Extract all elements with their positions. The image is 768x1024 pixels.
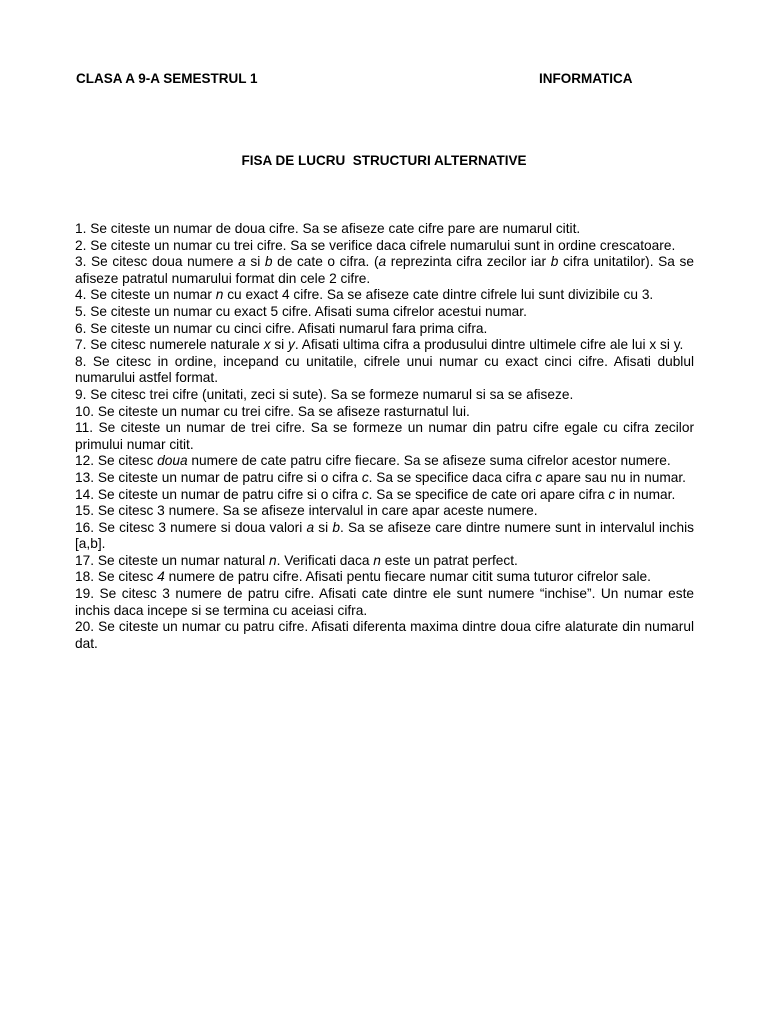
exercise-text: 13. Se citeste un numar de patru cifre si o cifra (75, 469, 362, 485)
exercise-text: . Afisati ultima cifra a produsului dintre ultimele cifre ale lui x si y. (294, 337, 684, 353)
exercise-variable: c (361, 469, 369, 485)
exercise-variable: n (269, 552, 277, 568)
exercise-item (75, 354, 694, 387)
exercise-variable: a (238, 254, 246, 270)
exercise-variable: c (361, 486, 369, 502)
exercise-item (75, 404, 694, 421)
exercise-text: 17. Se citeste un numar natural (75, 552, 270, 568)
exercise-item (75, 304, 694, 321)
exercise-item (75, 238, 694, 255)
exercise-text: si (314, 519, 333, 535)
exercise-list (75, 221, 694, 652)
exercise-text: cifra unitatilor). Sa se afiseze patratul numarului format din cele 2 cifre. (75, 254, 694, 286)
exercise-text: numere de patru cifre. Afisati pentu fiecare numar citit suma tuturor cifrelor sale. (164, 569, 651, 585)
exercise-item (75, 221, 694, 238)
exercise-text: . Verificati daca (276, 552, 374, 568)
subject-header: INFORMATICA (539, 71, 633, 86)
exercise-text: reprezinta cifra zecilor iar (386, 254, 551, 270)
exercise-item (75, 503, 694, 520)
exercise-item (75, 321, 694, 338)
exercise-text: 7. Se citesc numerele naturale (75, 337, 264, 353)
exercise-item (75, 254, 694, 287)
exercise-item (75, 569, 694, 586)
exercise-text: 16. Se citesc 3 numere si doua valori (75, 519, 307, 535)
exercise-text: . Sa se specifice de cate ori apare cifra (368, 486, 609, 502)
exercise-item (75, 586, 694, 619)
exercise-item (75, 520, 694, 553)
exercise-variable: x (263, 337, 271, 353)
exercise-text: 2. Se citeste un numar cu trei cifre. Sa se verifice daca cifrele numarului sunt in ordine crescatoare. (75, 237, 676, 253)
exercise-text: 6. Se citeste un numar cu cinci cifre. Afisati numarul fara prima cifra. (75, 320, 488, 336)
exercise-text: 14. Se citeste un numar de patru cifre si o cifra (75, 486, 362, 502)
exercise-text: 18. Se citesc (75, 569, 158, 585)
exercise-item (75, 619, 694, 652)
exercise-text: 10. Se citeste un numar cu trei cifre. Sa se afiseze rasturnatul lui. (75, 403, 470, 419)
exercise-text: 1. Se citeste un numar de doua cifre. Sa se afiseze cate cifre pare are numarul citit. (75, 221, 581, 236)
exercise-item (75, 337, 694, 354)
exercise-text: numere de cate patru cifre fiecare. Sa se afiseze suma cifrelor acestor numere. (187, 453, 671, 469)
exercise-variable: b (332, 519, 341, 535)
exercise-item (75, 470, 694, 487)
exercise-variable: a (378, 254, 387, 270)
exercise-variable: c (608, 486, 616, 502)
exercise-text: . Sa se specifice daca cifra (368, 469, 536, 485)
exercise-text: este un patrat perfect. (380, 552, 518, 568)
exercise-variable: doua (157, 453, 188, 469)
exercise-text: 9. Se citesc trei cifre (unitati, zeci si sute). Sa se formeze numarul si sa se afiseze. (75, 386, 574, 402)
exercise-item (75, 487, 694, 504)
exercise-text: si (270, 337, 289, 353)
exercise-text: 4. Se citeste un numar (75, 287, 216, 303)
exercise-text: apare sau nu in numar. (542, 469, 686, 485)
exercise-text: de cate o cifra. ( (272, 254, 379, 270)
exercise-variable: n (215, 287, 224, 303)
exercise-item (75, 453, 694, 470)
exercise-text: 12. Se citesc (75, 453, 158, 469)
exercise-variable: a (306, 519, 315, 535)
exercise-variable: 4 (157, 569, 165, 585)
exercise-item (75, 387, 694, 404)
exercise-text: 20. Se citeste un numar cu patru cifre. Afisati diferenta maxima dintre doua cifre alaturate din numarul dat. (75, 619, 694, 651)
exercise-variable: n (373, 552, 381, 568)
exercise-text: 8. Se citesc in ordine, incepand cu unitatile, cifrele unui numar cu exact cinci cifre. Afisati dublul numarului astfel format. (75, 353, 694, 386)
exercise-text: 15. Se citesc 3 numere. Sa se afiseze intervalul in care apar aceste numere. (75, 503, 538, 519)
exercise-text: 5. Se citeste un numar cu exact 5 cifre. Afisati suma cifrelor acestui numar. (75, 303, 527, 319)
exercise-text: . Sa se afiseze care dintre numere sunt in intervalul inchis [a,b]. (75, 519, 694, 552)
exercise-text: in numar. (615, 486, 676, 502)
exercise-variable: b (550, 254, 559, 270)
worksheet-title: FISA DE LUCRU STRUCTURI ALTERNATIVE (241, 153, 527, 168)
exercise-variable: c (535, 469, 543, 485)
exercise-text: 19. Se citesc 3 numere de patru cifre. Afisati cate dintre ele sunt numere “inchise”. Un numar este inchis daca incepe si se termina cu aceiasi cifra. (75, 586, 694, 618)
exercise-text: 3. Se citesc doua numere (75, 254, 239, 270)
exercise-item (75, 287, 694, 304)
exercise-variable: y (288, 337, 295, 353)
exercise-item (75, 420, 694, 453)
class-semester-header: CLASA A 9-A SEMESTRUL 1 (76, 71, 258, 86)
exercise-text: 11. Se citeste un numar de trei cifre. Sa se formeze un numar din patru cifre egale cu cifra zecilor primului numar citit. (75, 420, 694, 452)
exercise-text: si (245, 254, 265, 270)
exercise-variable: b (264, 254, 273, 270)
exercise-text: cu exact 4 cifre. Sa se afiseze cate dintre cifrele lui sunt divizibile cu 3. (223, 287, 654, 303)
exercise-item (75, 553, 694, 570)
